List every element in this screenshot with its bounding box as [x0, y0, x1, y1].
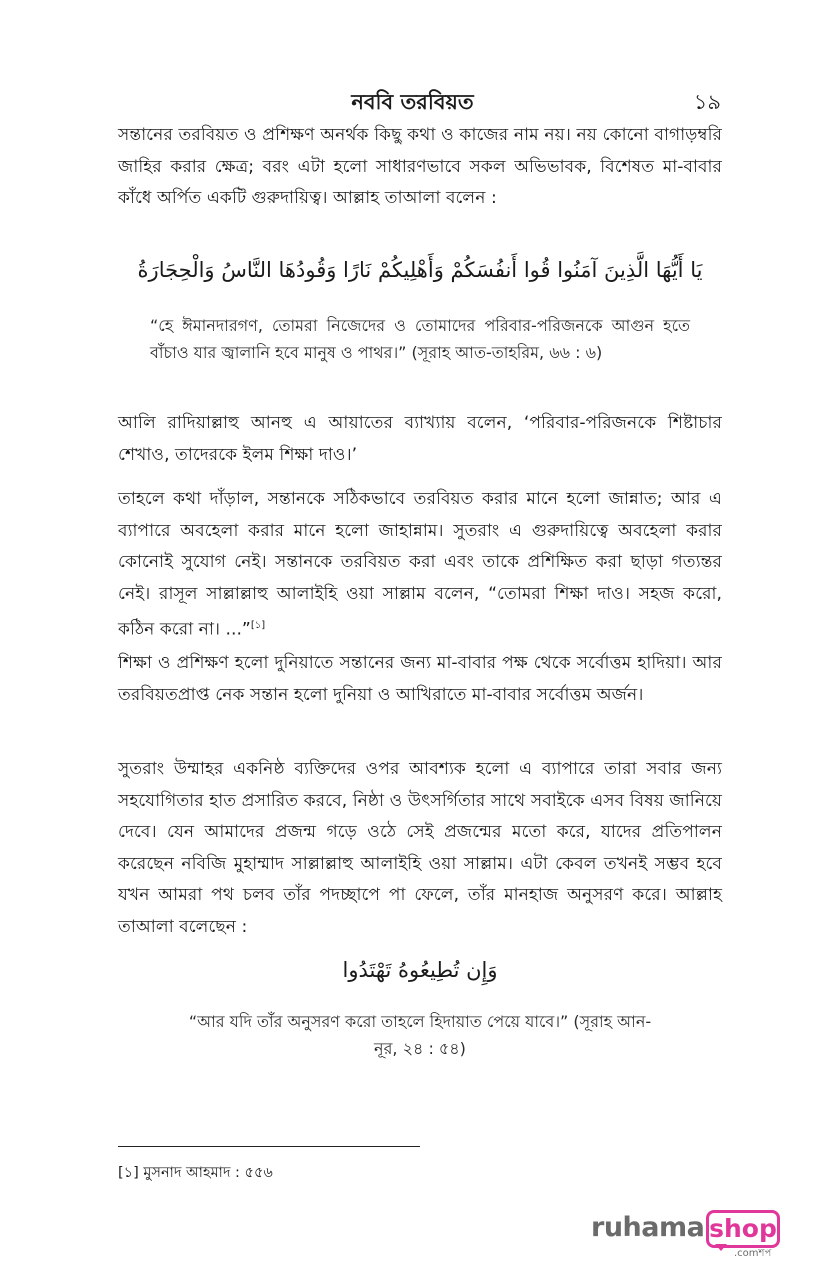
footnote-reference: [১] — [250, 620, 266, 631]
paragraph-intro: সন্তানের তরবিয়ত ও প্রশিক্ষণ অনর্থক কিছু কথা ও কাজের নাম নয়। নয় কোনো বাগাড়ম্বরি জাহির করার ক্ষেত্র; বরং এটা হলো সাধারণভাবে সকল অভিভাবক, বিশেষত মা-বাবার কাঁধে অর্পিত একটি গুরুদায়িত্ব। আল্লাহ তাআলা বলেন : — [118, 125, 722, 208]
publisher-logo — [591, 1210, 781, 1259]
speech-bubble-tail-icon — [715, 1244, 727, 1251]
paragraph-best-gift: শিক্ষা ও প্রশিক্ষণ হলো দুনিয়াতে সন্তানের জন্য মা-বাবার পক্ষ থেকে সর্বোত্তম হাদিয়া। আর তরবিয়তপ্রাপ্ত নেক সন্তান হলো দুনিয়া ও আখিরাতে মা-বাবার সর্বোত্তম অর্জন। — [118, 653, 722, 705]
footnote-divider — [118, 1146, 420, 1147]
quote-verse-2-translation — [140, 1008, 700, 1062]
quote-verse-1-translation: “হে ঈমানদারগণ, তোমরা নিজেদের ও তোমাদের পরিবার-পরিজনকে আগুন হতে বাঁচাও যার জ্বালানি হবে মানুষ ও পাথর।” (সূরাহ আত-তাহরিম, ৬৬ : ৬) — [150, 316, 690, 362]
page-number: ১৯ — [693, 90, 721, 114]
arabic-verse-1: يَا أَيُّهَا الَّذِينَ آمَنُوا قُوا أَنفُسَكُمْ وَأَهْلِيكُمْ نَارًا وَقُودُهَا النَّاسُ وَالْحِجَارَةُ — [137, 258, 703, 282]
quote-verse-2-line-1: “আর যদি তাঁর অনুসরণ করো তাহলে হিদায়াত পেয়ে যাবে।” (সূরাহ আন- — [188, 1012, 652, 1031]
running-header-title: নববি তরবিয়ত — [351, 90, 474, 114]
logo-wordmark: ruhama — [591, 1212, 705, 1243]
footnote: [১] মুসনাদ আহমাদ : ৫৫৬ — [118, 1165, 273, 1181]
paragraph-ali-commentary: আলি রাদিয়াল্লাহু আনহু এ আয়াতের ব্যাখ্যায় বলেন, ‘পরিবার-পরিজনকে শিষ্টাচার শেখাও, তাদেরকে ইলম শিক্ষা দাও।’ — [118, 413, 722, 465]
paragraph-ummah-duty: সুতরাং উম্মাহর একনিষ্ঠ ব্যক্তিদের ওপর আবশ্যক হলো এ ব্যাপারে তারা সবার জন্য সহযোগিতার হাত প্রসারিত করবে, নিষ্ঠা ও উৎসর্গিতার সাথে সবাইকে এসব বিষয় জানিয়ে দেবে। যেন আমাদের প্রজন্ম গড়ে ওঠে সেই প্রজন্মের মতো করে, যাদের প্রতিপালন করেছেন নবিজি মুহাম্মাদ সাল্লাল্লাহু আলাইহি ওয়া সাল্লাম। এটা কেবল তখনই সম্ভব হবে যখন আমরা পথ চলব তাঁর পদচ্ছাপে পা ফেলে, তাঁর মানহাজ অনুসরণ করে। আল্লাহ তাআলা বলেছেন : — [118, 759, 722, 937]
quote-verse-2-line-2: নূর, ২৪ : ৫৪) — [374, 1039, 466, 1058]
logo-badge — [706, 1210, 780, 1248]
paragraph-tarbiyat-meaning — [118, 484, 722, 646]
paragraph-tarbiyat-text: তাহলে কথা দাঁড়াল, সন্তানকে সঠিকভাবে তরবিয়ত করার মানে হলো জান্নাত; আর এ ব্যাপারে অবহেলা করার মানে হলো জাহান্নাম। সুতরাং এ গুরুদায়িত্বে অবহেলা করার কোনোই সুযোগ নেই। সন্তানকে তরবিয়ত করা এবং তাকে প্রশিক্ষিত করা ছাড়া গত্যন্তর নেই। রাসূল সাল্লাল্লাহু আলাইহি ওয়া সাল্লাম বলেন, “তোমরা শিক্ষা দাও। সহজ করো, কঠিন করো না। ...” — [118, 489, 722, 640]
logo-badge-text: shop — [709, 1214, 777, 1243]
logo-domain: .comশপ — [734, 1248, 772, 1259]
arabic-verse-2: وَإِن تُطِيعُوهُ تَهْتَدُوا — [342, 958, 498, 982]
